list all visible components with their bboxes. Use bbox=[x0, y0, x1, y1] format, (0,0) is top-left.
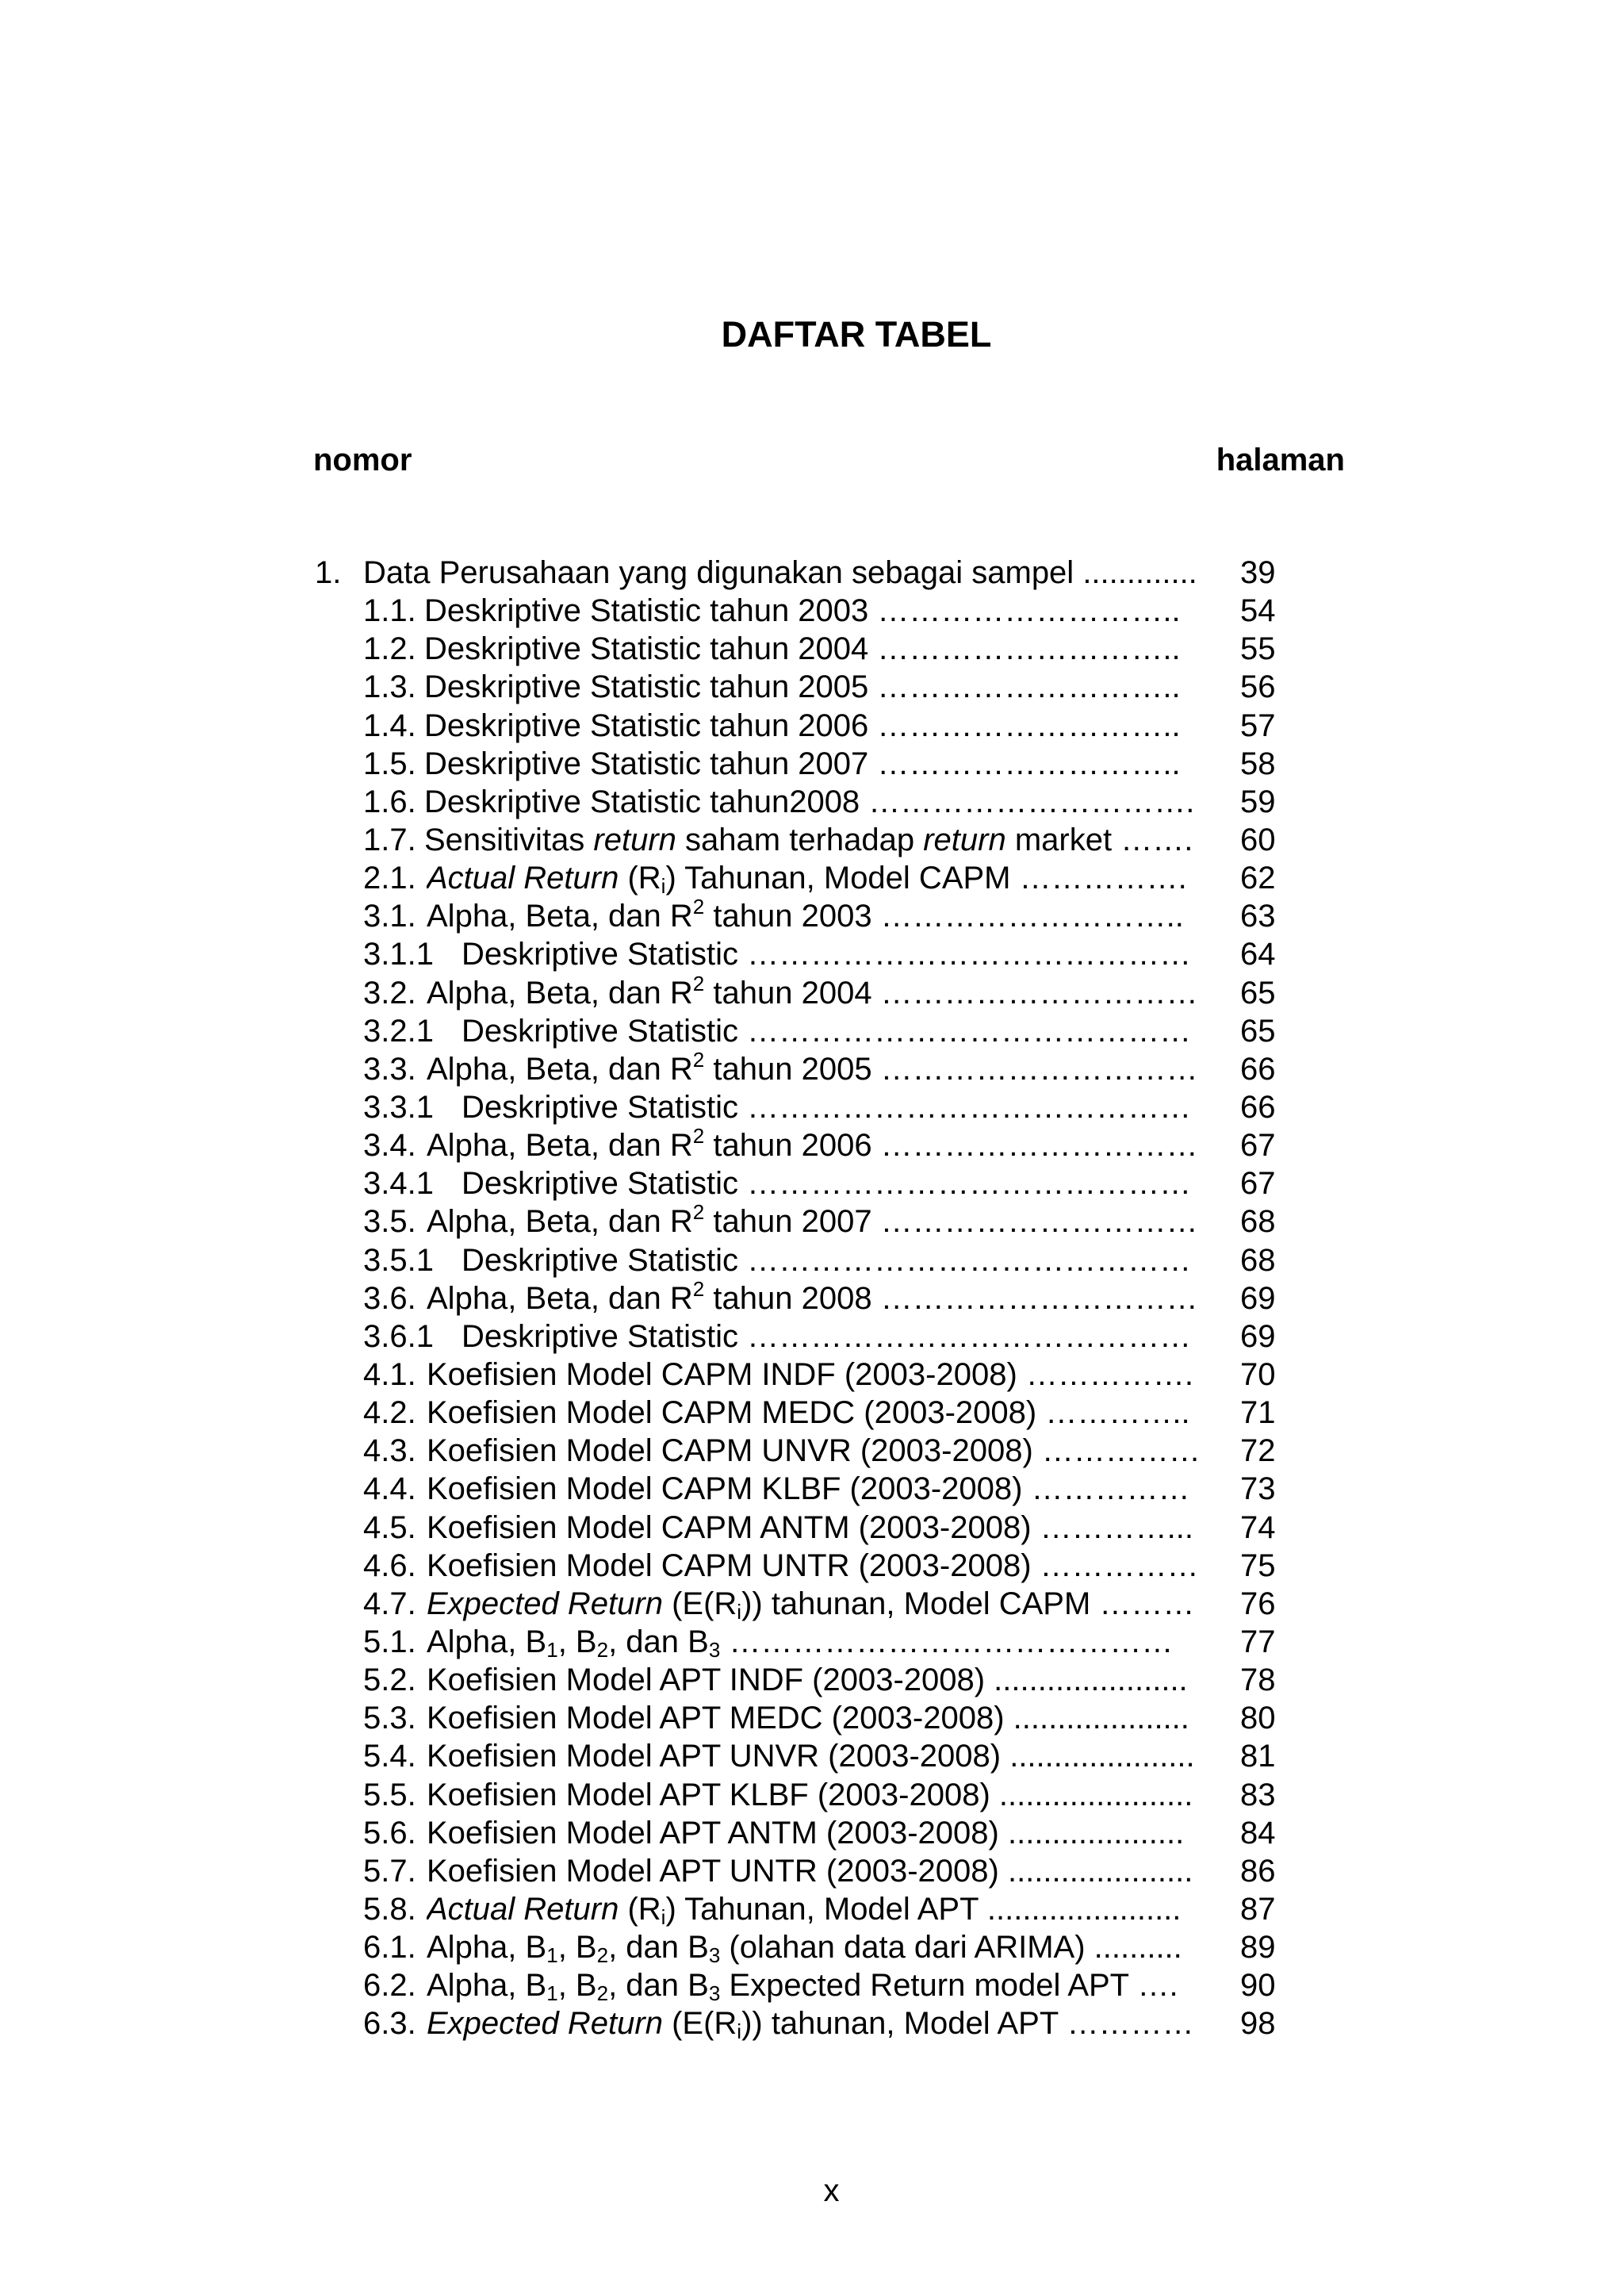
toc-entry-title: Koefisien Model CAPM ANTM (2003-2008) …………... bbox=[427, 1509, 1194, 1545]
toc-entry bbox=[0, 974, 1624, 1012]
toc-entry-leader-dots: ………………………… bbox=[871, 1204, 1198, 1240]
toc-entry bbox=[0, 1814, 1624, 1852]
toc-entry-leader-dots: …………… bbox=[1032, 1433, 1201, 1469]
toc-entry bbox=[0, 1394, 1624, 1432]
toc-entry-page: 60 bbox=[1240, 822, 1276, 857]
toc-entry-page: 98 bbox=[1240, 2006, 1276, 2042]
toc-entry-number: 4.5. bbox=[363, 1509, 416, 1545]
toc-entry-leader-dots: .................... bbox=[998, 1815, 1185, 1851]
toc-entry-number: 3.5. bbox=[363, 1204, 416, 1240]
toc-entry-number: 5.1. bbox=[363, 1624, 416, 1659]
toc-entry bbox=[0, 2004, 1624, 2042]
toc-entry-title: Koefisien Model CAPM KLBF (2003-2008) …………… bbox=[427, 1471, 1190, 1507]
toc-entry-number: 5.6. bbox=[363, 1815, 416, 1851]
toc-entry-number: 3.4.1 bbox=[363, 1166, 434, 1202]
toc-entry-title: Deskriptive Statistic tahun 2006 ……………………….. bbox=[424, 708, 1181, 743]
toc-entry-leader-dots: ……………………….. bbox=[868, 631, 1181, 667]
toc-entry-number: 5.2. bbox=[363, 1663, 416, 1698]
toc-entry bbox=[0, 630, 1624, 668]
toc-entry-leader-dots: …………………………………… bbox=[720, 1624, 1174, 1659]
toc-entry-leader-dots: ..................... bbox=[1001, 1739, 1195, 1774]
toc-entry-number: 1.2. bbox=[363, 631, 416, 667]
toc-entry-leader-dots: …………………………………… bbox=[737, 1318, 1192, 1354]
toc-entry-leader-dots: ...................... bbox=[985, 1663, 1188, 1698]
toc-entry-number: 2.1. bbox=[363, 861, 416, 896]
toc-entry-leader-dots: ………………………… bbox=[871, 1280, 1198, 1316]
toc-entry bbox=[0, 1012, 1624, 1050]
toc-entry bbox=[0, 1547, 1624, 1585]
toc-entry-title: Deskriptive Statistic …………………………………… bbox=[462, 937, 1192, 972]
toc-entry-title: Expected Return $(E(R_i))$ tahunan, Model CAPM ……… bbox=[427, 1586, 1195, 1623]
toc-entry-leader-dots: ..................... bbox=[998, 1853, 1193, 1889]
toc-entry-page: 54 bbox=[1240, 593, 1276, 629]
toc-entry-title: Alpha, Beta, dan $R^2$ tahun 2004 ………………………… bbox=[427, 973, 1198, 1011]
toc-entry bbox=[0, 1699, 1624, 1737]
toc-entry-leader-dots: …………… bbox=[1031, 1548, 1199, 1583]
toc-entry-number: 3.1. bbox=[363, 899, 416, 934]
toc-entry bbox=[0, 1241, 1624, 1279]
toc-entry-page: 68 bbox=[1240, 1204, 1276, 1240]
toc-entry-number: 6.2. bbox=[363, 1968, 416, 2004]
toc-entry bbox=[0, 1890, 1624, 1928]
toc-entry-leader-dots: …………………………………… bbox=[737, 1089, 1192, 1125]
toc-entry bbox=[0, 1279, 1624, 1317]
toc-entry-title: Actual Return $(R_i)$ Tahunan, Model APT ...................... bbox=[427, 1891, 1182, 1928]
toc-entry-title: Koefisien Model CAPM MEDC (2003-2008) ………….. bbox=[427, 1395, 1190, 1431]
toc-entry-leader-dots: ……. bbox=[1112, 822, 1193, 857]
toc-entry-title: Koefisien Model APT ANTM (2003-2008) .................... bbox=[427, 1815, 1185, 1851]
toc-entry-page: 58 bbox=[1240, 746, 1276, 781]
toc-entry-title: Deskriptive Statistic tahun 2007 ……………………….. bbox=[424, 746, 1181, 781]
toc-entry-title: Deskriptive Statistic …………………………………… bbox=[462, 1089, 1192, 1125]
toc-entry bbox=[0, 1126, 1624, 1164]
toc-entry-leader-dots: ………… bbox=[1058, 2006, 1194, 2042]
toc-entry-page: 89 bbox=[1240, 1930, 1276, 1966]
toc-entry-leader-dots: …. bbox=[1128, 1968, 1178, 2004]
toc-entry-leader-dots: …………………………………… bbox=[737, 1013, 1192, 1049]
toc-entry-page: 62 bbox=[1240, 861, 1276, 896]
toc-entry-title: Koefisien Model APT INDF (2003-2008) ...................... bbox=[427, 1663, 1188, 1698]
toc-entry-title: Data Perusahaan yang digunakan sebagai sampel ............. bbox=[363, 555, 1197, 590]
toc-entry-number: 5.4. bbox=[363, 1739, 416, 1774]
toc-entry-page: 66 bbox=[1240, 1089, 1276, 1125]
toc-entry-page: 70 bbox=[1240, 1356, 1276, 1392]
toc-entry-leader-dots: ...................... bbox=[990, 1777, 1193, 1812]
toc-entry-page: 57 bbox=[1240, 708, 1276, 743]
toc-entry-page: 84 bbox=[1240, 1815, 1276, 1851]
toc-entry-number: 3.2. bbox=[363, 975, 416, 1011]
toc-entry-page: 77 bbox=[1240, 1624, 1276, 1659]
page-title: DAFTAR TABEL bbox=[721, 314, 992, 355]
toc-entry bbox=[0, 1623, 1624, 1661]
toc-entry-leader-dots: ………………………… bbox=[871, 1051, 1198, 1087]
toc-entry-title: Deskriptive Statistic tahun 2004 ……………………….. bbox=[424, 631, 1181, 667]
toc-entry-title: Alpha, $B_1$, $B_2$, dan $B_3$ Expected Return model APT …. bbox=[427, 1968, 1178, 2005]
toc-entry-page: 65 bbox=[1240, 1013, 1276, 1049]
toc-entry-number: 5.7. bbox=[363, 1853, 416, 1889]
column-header-number: nomor bbox=[313, 443, 412, 477]
toc-entry-number: 6.3. bbox=[363, 2006, 416, 2042]
toc-entry-title: Sensitivitas return saham terhadap return market ……. bbox=[424, 822, 1193, 857]
toc-entry-number: 1. bbox=[315, 555, 342, 590]
toc-entry-title: Koefisien Model APT UNVR (2003-2008) ..................... bbox=[427, 1739, 1195, 1774]
toc-entry bbox=[0, 1737, 1624, 1775]
toc-entry-title: Deskriptive Statistic tahun 2003 ……………………….. bbox=[424, 593, 1181, 629]
toc-entry-leader-dots: …………… bbox=[1022, 1471, 1190, 1507]
toc-entry-leader-dots: …………………………………… bbox=[737, 1242, 1192, 1278]
toc-entry-number: 5.8. bbox=[363, 1891, 416, 1927]
toc-entry-number: 4.2. bbox=[363, 1395, 416, 1431]
toc-entry-leader-dots: ...................... bbox=[978, 1891, 1182, 1927]
toc-entry-number: 3.1.1 bbox=[363, 937, 434, 972]
toc-entry-page: 75 bbox=[1240, 1548, 1276, 1583]
toc-entry-number: 1.5. bbox=[363, 746, 416, 781]
toc-entry-leader-dots: ……… bbox=[1090, 1586, 1195, 1621]
toc-entry-leader-dots: ……………………….. bbox=[868, 669, 1181, 705]
toc-entry bbox=[0, 1088, 1624, 1126]
toc-entry-page: 59 bbox=[1240, 784, 1276, 819]
toc-entry-page: 74 bbox=[1240, 1509, 1276, 1545]
toc-entry-number: 3.5.1 bbox=[363, 1242, 434, 1278]
toc-entry-page: 67 bbox=[1240, 1166, 1276, 1202]
toc-entry-page: 80 bbox=[1240, 1701, 1276, 1736]
toc-entry-title: Koefisien Model APT MEDC (2003-2008) .................... bbox=[427, 1701, 1189, 1736]
toc-entry bbox=[0, 1470, 1624, 1508]
toc-entry-page: 81 bbox=[1240, 1739, 1276, 1774]
toc-entry-title: Alpha, Beta, dan $R^2$ tahun 2003 ……………………….. bbox=[427, 897, 1184, 934]
toc-entry bbox=[0, 1509, 1624, 1547]
toc-entry-page: 55 bbox=[1240, 631, 1276, 667]
toc-entry-number: 4.7. bbox=[363, 1586, 416, 1621]
toc-entry-number: 4.3. bbox=[363, 1433, 416, 1469]
toc-entry-title: Alpha, Beta, dan $R^2$ tahun 2008 ………………………… bbox=[427, 1279, 1198, 1316]
toc-entry-page: 86 bbox=[1240, 1853, 1276, 1889]
page-number: x bbox=[823, 2173, 840, 2208]
toc-entry-leader-dots: ………………………… bbox=[871, 975, 1198, 1011]
table-of-contents bbox=[0, 554, 1624, 2042]
toc-entry-page: 69 bbox=[1240, 1280, 1276, 1316]
toc-entry-title: Deskriptive Statistic tahun2008 …………………………. bbox=[424, 784, 1195, 819]
toc-entry-page: 78 bbox=[1240, 1663, 1276, 1698]
toc-entry-number: 4.4. bbox=[363, 1471, 416, 1507]
toc-entry-number: 4.1. bbox=[363, 1356, 416, 1392]
toc-entry-page: 87 bbox=[1240, 1891, 1276, 1927]
toc-entry-page: 66 bbox=[1240, 1051, 1276, 1087]
toc-entry-title: Expected Return $(E(R_i))$ tahunan, Model APT ………… bbox=[427, 2006, 1194, 2043]
toc-entry bbox=[0, 1776, 1624, 1814]
toc-entry-page: 39 bbox=[1240, 555, 1276, 590]
toc-entry-page: 73 bbox=[1240, 1471, 1276, 1507]
toc-entry-leader-dots: ……………………….. bbox=[868, 746, 1181, 781]
toc-entry-leader-dots: ……………. bbox=[1017, 1356, 1193, 1392]
toc-entry-title: Deskriptive Statistic …………………………………… bbox=[462, 1318, 1192, 1354]
toc-entry-number: 4.6. bbox=[363, 1548, 416, 1583]
toc-entry bbox=[0, 554, 1624, 592]
toc-entry-leader-dots: .................... bbox=[1004, 1701, 1189, 1736]
toc-entry-leader-dots: ………………………… bbox=[871, 1128, 1198, 1164]
toc-entry-title: Actual Return $(R_i)$ Tahunan, Model CAPM ……………. bbox=[427, 861, 1187, 898]
toc-entry bbox=[0, 935, 1624, 973]
toc-entry-number: 3.4. bbox=[363, 1128, 416, 1164]
toc-entry-leader-dots: ............. bbox=[1074, 555, 1197, 590]
toc-entry-title: Deskriptive Statistic …………………………………… bbox=[462, 1166, 1192, 1202]
toc-entry-page: 71 bbox=[1240, 1395, 1276, 1431]
toc-entry-page: 83 bbox=[1240, 1777, 1276, 1812]
toc-entry bbox=[0, 592, 1624, 630]
toc-entry bbox=[0, 1317, 1624, 1356]
toc-entry-title: Alpha, Beta, dan $R^2$ tahun 2005 ………………………… bbox=[427, 1049, 1198, 1087]
toc-entry bbox=[0, 1164, 1624, 1202]
toc-entry-title: Koefisien Model CAPM UNVR (2003-2008) …………… bbox=[427, 1433, 1201, 1469]
toc-entry-page: 90 bbox=[1240, 1968, 1276, 2004]
toc-entry-number: 1.4. bbox=[363, 708, 416, 743]
toc-entry-title: Koefisien Model CAPM INDF (2003-2008) ……………. bbox=[427, 1356, 1193, 1392]
toc-entry-number: 5.3. bbox=[363, 1701, 416, 1736]
toc-entry bbox=[0, 1852, 1624, 1890]
toc-entry bbox=[0, 783, 1624, 821]
toc-entry-number: 6.1. bbox=[363, 1930, 416, 1966]
toc-entry-title: Alpha, $B_1$, $B_2$, dan $B_3$ (olahan data dari ARIMA) .......... bbox=[427, 1930, 1182, 1967]
toc-entry-title: Deskriptive Statistic tahun 2005 ……………………….. bbox=[424, 669, 1181, 705]
toc-entry bbox=[0, 897, 1624, 935]
toc-entry-number: 3.2.1 bbox=[363, 1013, 434, 1049]
toc-entry bbox=[0, 1966, 1624, 2004]
toc-entry-leader-dots: ……………. bbox=[1010, 861, 1187, 896]
toc-entry-number: 1.3. bbox=[363, 669, 416, 705]
toc-entry-leader-dots: ……………………….. bbox=[871, 899, 1184, 934]
toc-entry-leader-dots: …………………………………… bbox=[737, 1166, 1192, 1202]
toc-entry-page: 76 bbox=[1240, 1586, 1276, 1621]
toc-entry bbox=[0, 1050, 1624, 1088]
toc-entry bbox=[0, 1432, 1624, 1470]
toc-entry bbox=[0, 707, 1624, 745]
toc-entry-page: 69 bbox=[1240, 1318, 1276, 1354]
toc-entry bbox=[0, 1202, 1624, 1241]
toc-entry-page: 68 bbox=[1240, 1242, 1276, 1278]
column-header-page: halaman bbox=[1216, 443, 1345, 477]
toc-entry-title: Deskriptive Statistic …………………………………… bbox=[462, 1013, 1192, 1049]
toc-entry bbox=[0, 1585, 1624, 1623]
toc-entry-leader-dots: ……………………….. bbox=[868, 708, 1181, 743]
toc-entry-leader-dots: .......... bbox=[1085, 1930, 1182, 1966]
toc-entry-leader-dots: ……………………….. bbox=[868, 593, 1181, 629]
toc-entry-number: 1.1. bbox=[363, 593, 416, 629]
toc-entry-title: Koefisien Model APT KLBF (2003-2008) ...................... bbox=[427, 1777, 1193, 1812]
toc-entry-page: 72 bbox=[1240, 1433, 1276, 1469]
toc-entry-page: 67 bbox=[1240, 1128, 1276, 1164]
toc-entry-leader-dots: …………………………………… bbox=[737, 937, 1192, 972]
toc-entry-title: Alpha, $B_1$, $B_2$, dan $B_3$ …………………………………… bbox=[427, 1624, 1174, 1661]
toc-entry-page: 56 bbox=[1240, 669, 1276, 705]
toc-entry-title: Koefisien Model CAPM UNTR (2003-2008) …………… bbox=[427, 1548, 1199, 1583]
toc-entry bbox=[0, 1356, 1624, 1394]
toc-entry-number: 5.5. bbox=[363, 1777, 416, 1812]
toc-entry-title: Alpha, Beta, dan $R^2$ tahun 2006 ………………………… bbox=[427, 1126, 1198, 1164]
toc-entry bbox=[0, 821, 1624, 859]
toc-entry bbox=[0, 859, 1624, 897]
toc-entry-number: 3.6.1 bbox=[363, 1318, 434, 1354]
toc-entry bbox=[0, 668, 1624, 706]
toc-entry-number: 3.3. bbox=[363, 1051, 416, 1087]
toc-entry-number: 3.6. bbox=[363, 1280, 416, 1316]
toc-entry-leader-dots: …………………………. bbox=[860, 784, 1195, 819]
toc-entry-number: 3.3.1 bbox=[363, 1089, 434, 1125]
toc-entry-page: 65 bbox=[1240, 975, 1276, 1011]
toc-entry-title: Alpha, Beta, dan $R^2$ tahun 2007 ………………………… bbox=[427, 1202, 1198, 1240]
toc-entry bbox=[0, 1661, 1624, 1699]
toc-entry bbox=[0, 745, 1624, 783]
toc-entry-title: Deskriptive Statistic …………………………………… bbox=[462, 1242, 1192, 1278]
toc-entry-page: 63 bbox=[1240, 899, 1276, 934]
toc-entry-page: 64 bbox=[1240, 937, 1276, 972]
toc-entry-leader-dots: ………….. bbox=[1036, 1395, 1190, 1431]
toc-entry-number: 1.6. bbox=[363, 784, 416, 819]
toc-entry-title: Koefisien Model APT UNTR (2003-2008) ..................... bbox=[427, 1853, 1193, 1889]
toc-entry-leader-dots: …………... bbox=[1031, 1509, 1194, 1545]
toc-entry bbox=[0, 1928, 1624, 1966]
toc-entry-number: 1.7. bbox=[363, 822, 416, 857]
